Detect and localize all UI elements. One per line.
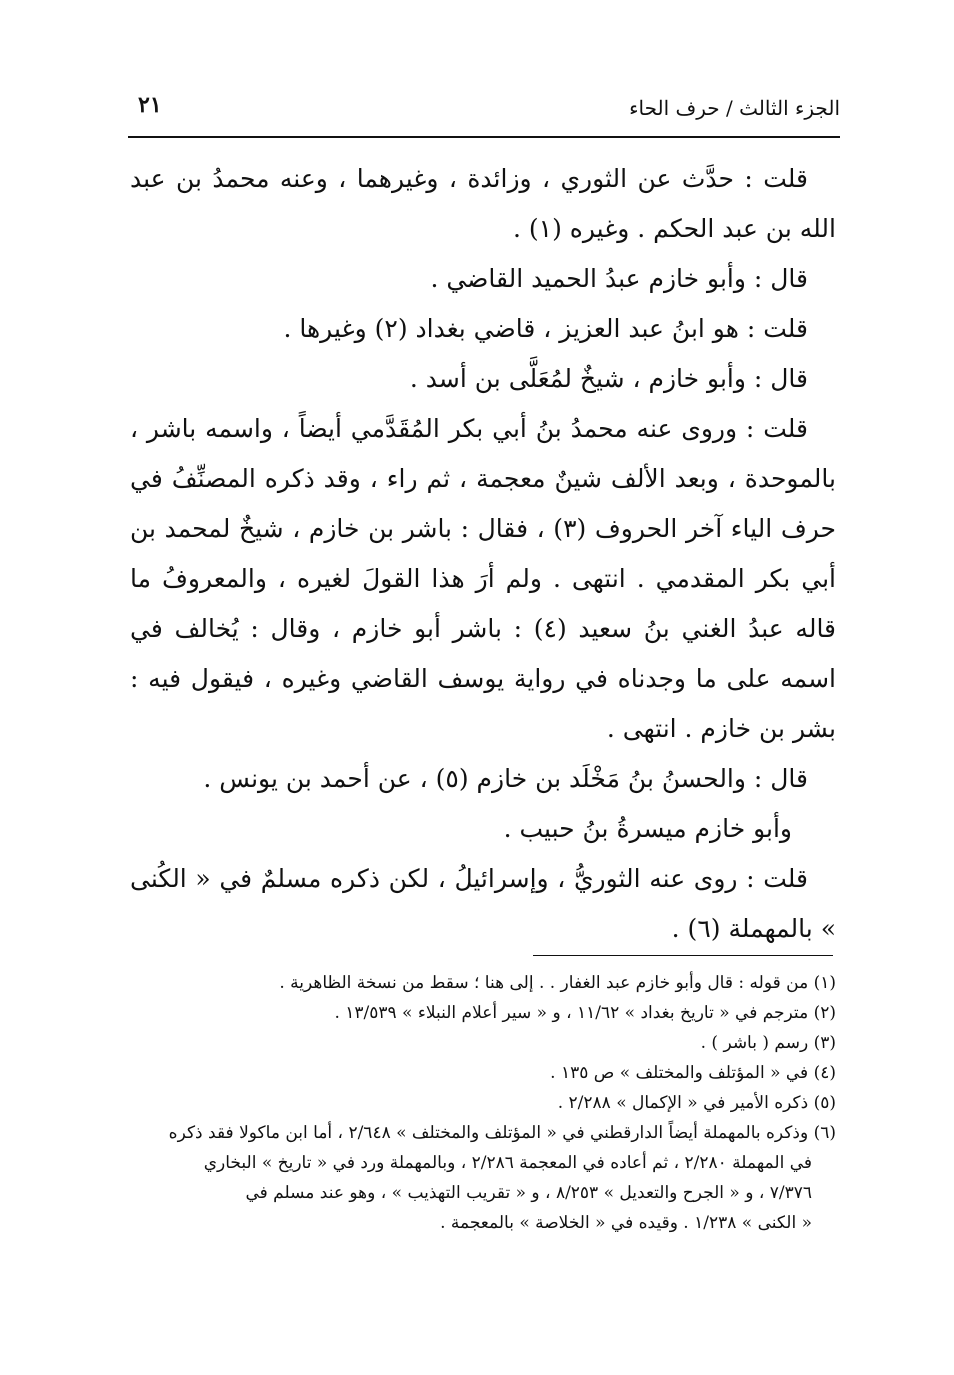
paragraph-4: قال : وأبو خازم ، شيخٌ لمُعَلَّى بن أسد . bbox=[409, 364, 808, 393]
paragraph-6: قال : والحسنُ بنُ مَخْلَد بن خازم (٥) ، عن أحمد بن يونس . bbox=[203, 764, 808, 793]
footnote-3: (٣) رسم ( باشر ) . bbox=[700, 1033, 836, 1053]
footnote-6-line-4: « الكنى » ١/٢٣٨ . وقيده في « الخلاصة » بالمعجمة . bbox=[440, 1213, 812, 1233]
footnotes bbox=[130, 968, 836, 1238]
footnote-6-line-2: في المهملة ٢/٢٨٠ ، ثم أعاده في المعجمة ٢/٢٨٦ ، وبالمهملة ورد في « تاريخ » البخاري bbox=[203, 1153, 812, 1173]
footnote-2: (٢) مترجم في « تاريخ بغداد » ١١/٦٢ ، و « سير أعلام النبلاء » ١٣/٥٣٩ . bbox=[334, 1003, 836, 1023]
running-title: الجزء الثالث / حرف الحاء bbox=[629, 96, 840, 120]
footnote-4: (٤) في « المؤتلف والمختلف » ص ١٣٥ . bbox=[550, 1063, 836, 1083]
footnote-1: (١) من قوله : قال وأبو خازم عبد الغفار . . إلى هنا ؛ سقط من نسخة الظاهرية . bbox=[279, 973, 836, 993]
footnote-5: (٥) ذكره الأمير في « الإكمال » ٢/٢٨٨ . bbox=[557, 1093, 836, 1113]
paragraph-1: قلت : حدَّث عن الثوري ، وزائدة ، وغيرهما ، وعنه محمدُ بن عبد الله بن عبد الحكم . وغيره (١) . bbox=[130, 164, 836, 243]
paragraph-3: قلت : هو ابنُ عبد العزيز ، قاضي بغداد (٢) وغيرها . bbox=[283, 314, 808, 343]
main-text bbox=[130, 154, 836, 954]
page-number: ٢١ bbox=[138, 92, 162, 118]
footnote-6-line-1: (٦) وذكره بالمهملة أيضاً الدارقطني في « المؤتلف والمختلف » ٢/٦٤٨ ، أما ابن ماكولا فقد ذكره bbox=[168, 1123, 836, 1143]
paragraph-7: وأبو خازم ميسرةُ بنُ حبيب . bbox=[503, 814, 792, 843]
paragraph-2: قال : وأبو خازم عبدُ الحميد القاضي . bbox=[430, 264, 808, 293]
header-rule bbox=[128, 136, 840, 138]
paragraph-5: قلت : وروى عنه محمدُ بنُ أبي بكر المُقَدَّمي أيضاً ، واسمه باشر ، بالموحدة ، وبعد الألف شينٌ معجمة ، ثم راء ، وقد ذكره المصنِّفُ في حرف الياء آخر الحروف (٣) ، فقال : باشر بن خازم ، شيخٌ لمحمد بن أبي بكر المقدمي . انتهى . ولم أرَ هذا القولَ لغيره ، والمعروفُ ما قاله عبدُ الغني بنُ سعيد (٤) : باشر أبو خازم ، وقال : يُخالف في اسمه على ما وجدناه في رواية يوسف القاضي وغيره ، فيقول فيه : بشر بن خازم . انتهى . bbox=[130, 414, 837, 743]
footnote-6-line-3: ٧/٣٧٦ ، و « الجرح والتعديل » ٨/٢٥٣ ، و « تقريب التهذيب » ، وهو عند مسلم في bbox=[245, 1183, 812, 1203]
footnote-rule bbox=[533, 955, 833, 956]
page-header bbox=[128, 92, 840, 132]
paragraph-8: قلت : روى عنه الثوريُّ ، وإسرائيلُ ، لكن ذكره مسلمٌ في « الكُنى » بالمهملة (٦) . bbox=[130, 864, 836, 943]
